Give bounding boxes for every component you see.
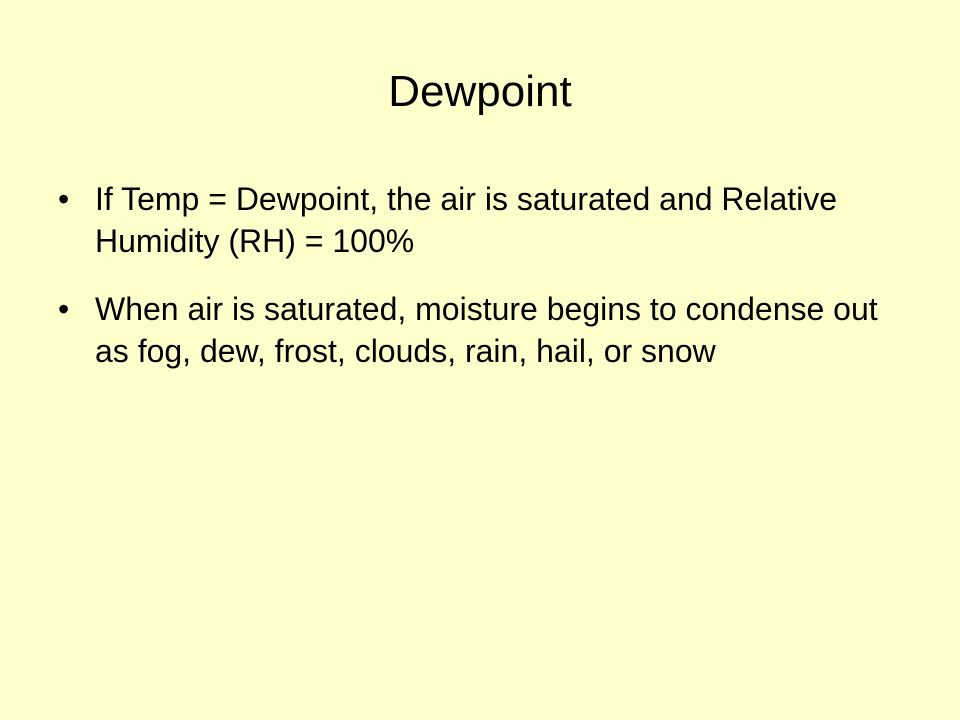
bullet-icon: • [58, 291, 70, 327]
bullet-text: When air is saturated, moisture begins to condense out as fog, dew, frost, clouds, rain, hail, or snow [95, 291, 878, 369]
bullet-list [58, 178, 888, 398]
slide-title: Dewpoint [388, 67, 572, 116]
bullet-text: If Temp = Dewpoint, the air is saturated and Relative Humidity (RH) = 100% [95, 181, 838, 259]
bullet-item-saturation [58, 178, 888, 262]
bullet-icon: • [58, 181, 70, 217]
bullet-item-condensation [58, 288, 888, 372]
